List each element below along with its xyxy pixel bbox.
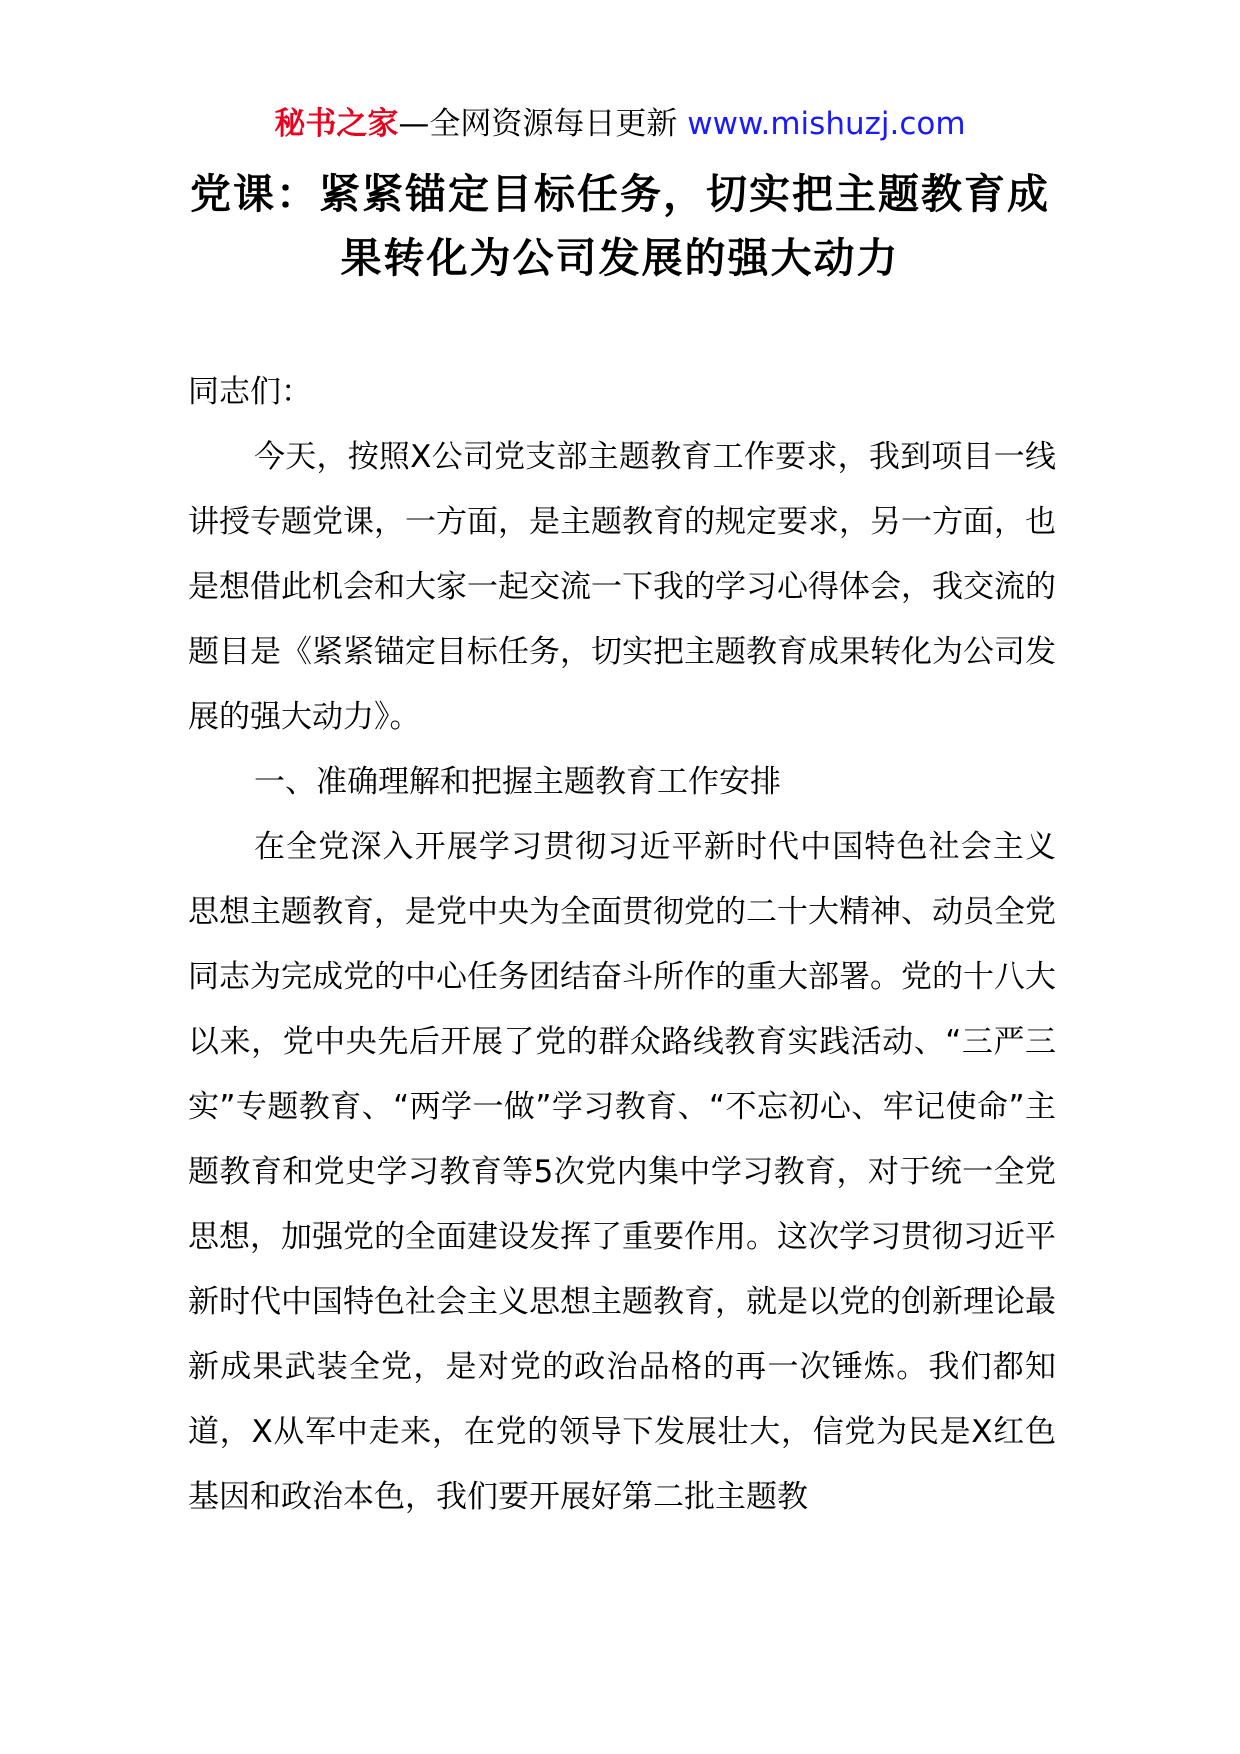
site-header — [0, 100, 1240, 148]
salutation: 同志们： — [188, 374, 312, 410]
body-paragraph: 今天，按照X公司党支部主题教育工作要求，我到项目一线讲授专题党课，一方面，是主题教育的规定要求，另一方面，也是想借此机会和大家一起交流一下我的学习心得体会，我交流的题目是《紧紧锚定目标任务，切实把主题教育成果转化为公司发展的强大动力》。 — [188, 439, 1056, 735]
title-line-2: 果转化为公司发展的强大动力 — [340, 234, 900, 282]
body-paragraph: 在全党深入开展学习贯彻习近平新时代中国特色社会主义思想主题教育，是党中央为全面贯彻党的二十大精神、动员全党同志为完成党的中心任务团结奋斗所作的重大部署。党的十八大以来，党中央先后开展了党的群众路线教育实践活动、“三严三实”专题教育、“两学一做”学习教育、“不忘初心、牢记使命”主题教育和党史学习教育等5次党内集中学习教育，对于统一全党思想，加强党的全面建设发挥了重要作用。这次学习贯彻习近平新时代中国特色社会主义思想主题教育，就是以党的创新理论最新成果武装全党，是对党的政治品格的再一次锤炼。我们都知道，X从军中走来，在党的领导下发展壮大，信党为民是X红色基因和政治本色，我们要开展好第二批主题教 — [188, 829, 1056, 1515]
site-url-link[interactable]: www.mishuzj.com — [687, 106, 966, 142]
document-body — [188, 360, 1056, 1530]
site-tagline: —全网资源每日更新 — [398, 106, 688, 142]
site-brand: 秘书之家 — [274, 106, 399, 142]
title-line-1: 党课：紧紧锚定目标任务，切实把主题教育成 — [190, 170, 1050, 218]
document-title — [0, 162, 1240, 290]
section-heading: 一、准确理解和把握主题教育工作安排 — [254, 764, 781, 800]
